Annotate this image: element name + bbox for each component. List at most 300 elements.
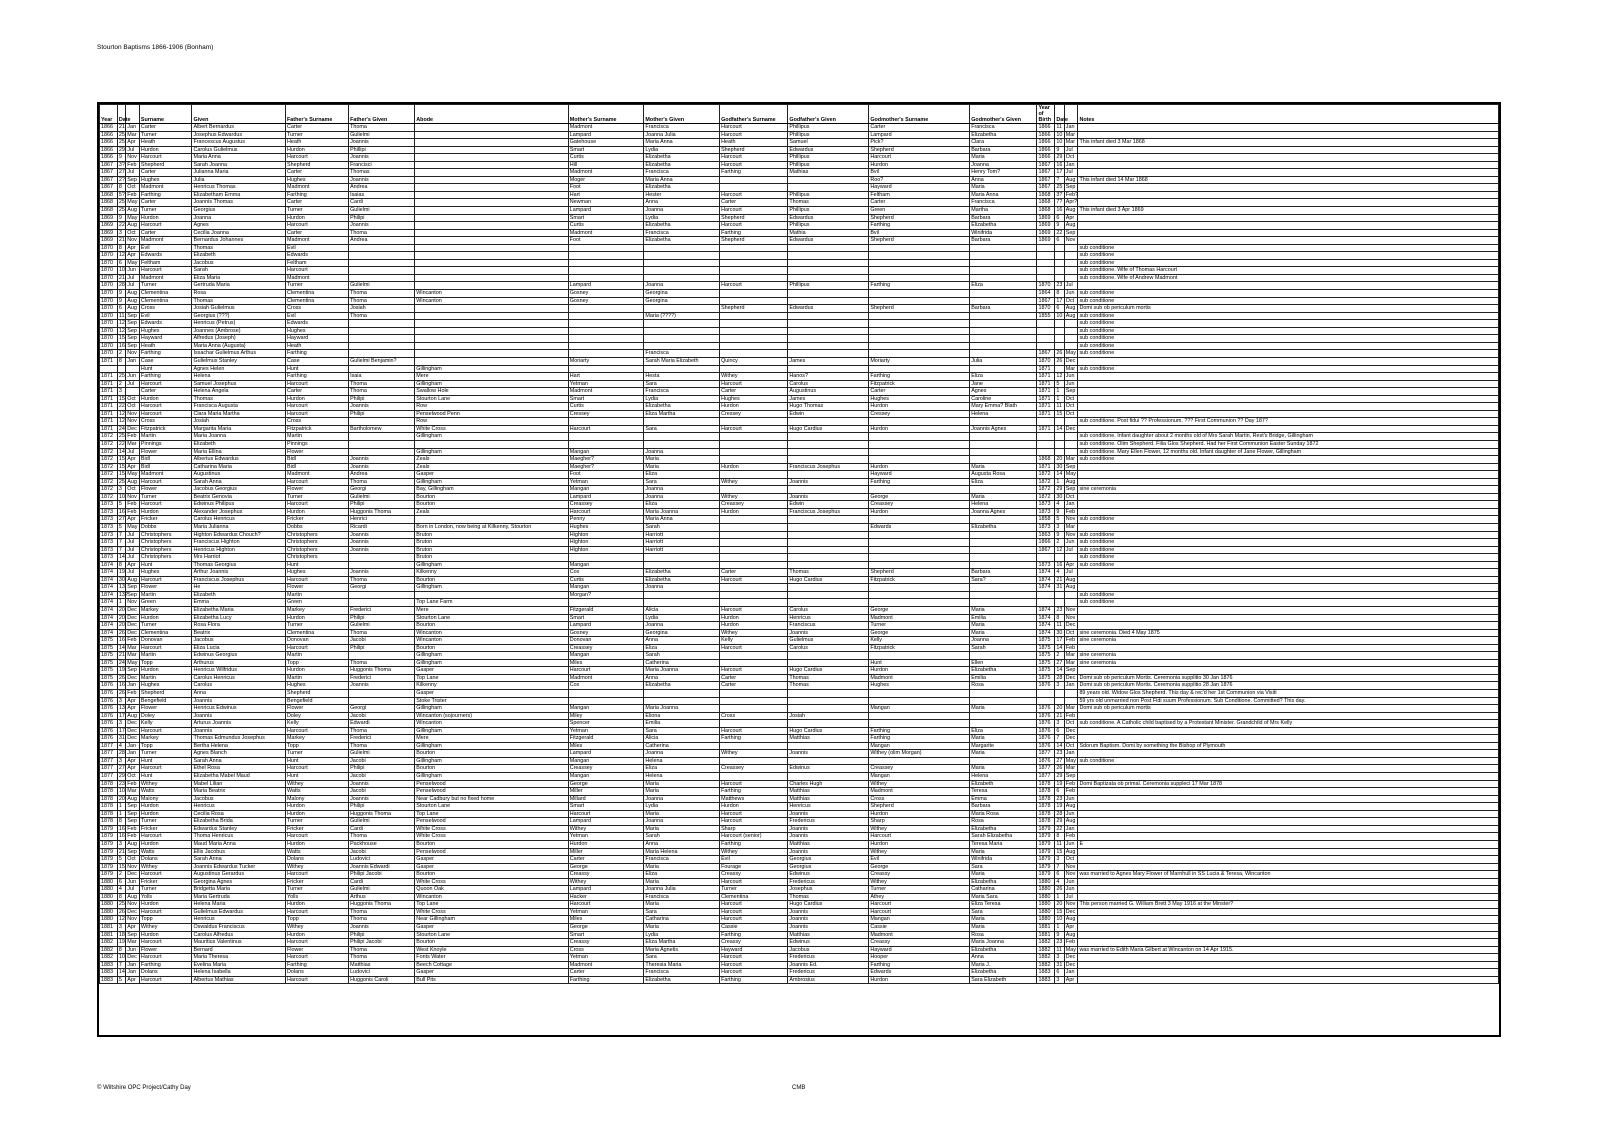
table-cell: 1880 <box>1037 901 1055 909</box>
table-cell <box>869 554 970 562</box>
table-cell <box>869 720 970 728</box>
table-cell: 1873 <box>100 516 118 524</box>
table-cell: Catharina Maria <box>192 463 286 471</box>
table-cell <box>720 433 788 441</box>
table-cell: 1875 <box>100 637 118 645</box>
table-cell: Jacobus <box>192 259 286 267</box>
table-cell: Harcourt <box>720 901 788 909</box>
table-cell: 1878 <box>100 818 118 826</box>
table-cell: 10 <box>1056 916 1063 923</box>
table-cell: Harcourt <box>286 908 349 916</box>
table-cell: 1873 <box>100 523 118 531</box>
table-cell: Harcourt <box>720 207 788 215</box>
table-cell: Thoma <box>349 380 415 388</box>
table-cell: 1874 <box>1037 607 1055 615</box>
table-cell: Apr <box>1064 976 1078 984</box>
table-cell: 1874 <box>100 607 118 615</box>
table-cell <box>970 690 1037 698</box>
table-cell: Bruton <box>415 539 568 547</box>
table-cell: Evil <box>720 856 788 864</box>
table-cell: Harcourt <box>720 644 788 652</box>
table-cell <box>970 267 1037 275</box>
table-cell <box>1078 810 1499 818</box>
table-cell: Maria Gertruda <box>192 893 286 901</box>
table-cell <box>970 757 1037 765</box>
table-cell <box>415 191 568 199</box>
table-cell: 1873 <box>1037 508 1055 516</box>
table-cell: Kelly <box>720 637 788 645</box>
table-cell: Alicia <box>644 607 720 615</box>
table-cell: Harcourt <box>139 576 192 584</box>
table-cell: Francisca <box>970 124 1037 132</box>
table-cell: Harcourt <box>286 403 349 411</box>
table-cell: Isaia <box>349 373 415 381</box>
table-cell: Farthing <box>720 169 788 177</box>
table-cell <box>788 418 869 426</box>
table-cell: Alfredus (Joseph) <box>192 335 286 343</box>
table-cell <box>869 244 970 252</box>
table-cell <box>970 440 1037 448</box>
table-cell: Jun <box>1064 380 1078 388</box>
table-cell: Withey <box>720 629 788 637</box>
table-cell <box>869 274 970 282</box>
table-cell: 1867 <box>1037 161 1055 169</box>
table-cell: 1874 <box>1037 614 1055 622</box>
table-cell: 1869 <box>100 237 118 245</box>
table-cell: Edwards <box>139 320 192 328</box>
table-cell: Heath <box>139 139 192 147</box>
table-cell: Bruton <box>415 554 568 562</box>
table-cell <box>415 199 568 207</box>
table-cell: 28 <box>1056 674 1063 681</box>
table-cell: Thoma <box>349 954 415 962</box>
table-cell <box>788 312 869 320</box>
table-cell: Hurdon <box>139 214 192 222</box>
table-cell <box>788 342 869 350</box>
table-cell <box>415 516 568 524</box>
table-cell: Fricker <box>139 878 192 886</box>
table-cell <box>1078 395 1499 403</box>
table-cell: Creassy <box>720 939 788 947</box>
table-row <box>100 742 1499 750</box>
table-cell: May <box>127 199 138 206</box>
table-cell: Edwinus <box>788 871 869 879</box>
table-cell: Feltham <box>139 259 192 267</box>
table-cell: Thoma <box>349 908 415 916</box>
table-cell: Harcourt <box>720 969 788 977</box>
table-cell: Gasper <box>415 690 568 698</box>
table-cell: Joannis <box>788 916 869 924</box>
table-cell: Madmont <box>286 274 349 282</box>
table-cell: sub conditione <box>1078 539 1499 547</box>
table-cell <box>568 342 644 350</box>
table-cell: 7 <box>117 539 125 547</box>
table-cell: Withey <box>720 493 788 501</box>
table-cell: Phillipus <box>788 191 869 199</box>
table-cell: Bourton <box>415 644 568 652</box>
table-cell: Mar <box>1064 765 1078 773</box>
table-cell: 1878 <box>1037 810 1055 818</box>
table-cell: Aug <box>1064 312 1078 320</box>
table-cell: Nov <box>126 493 140 501</box>
table-cell: Lampard <box>568 493 644 501</box>
table-cell <box>970 335 1037 343</box>
table-cell: Domi sub ob periculum mortis <box>1078 305 1499 313</box>
table-cell: Francisca <box>644 124 720 132</box>
table-cell: Maria Helena <box>644 848 720 856</box>
table-cell: 7 <box>117 546 125 554</box>
table-cell <box>349 690 415 698</box>
table-cell <box>644 554 720 562</box>
table-cell: sub conditione <box>1078 591 1499 599</box>
table-cell: Fricker <box>286 825 349 833</box>
table-cell: 9 <box>1055 508 1064 516</box>
table-cell: sub conditione. A Catholic child baptised by a Protestant Minister. Grandchild of Mrs Kelly <box>1078 720 1499 728</box>
table-cell: Emilia <box>970 614 1037 622</box>
column-header: Mother's Surname <box>568 105 644 124</box>
table-cell: Fricker <box>286 516 349 524</box>
table-cell: 8 <box>117 184 125 192</box>
table-cell: Oct <box>1064 154 1078 162</box>
header-row <box>100 105 1499 124</box>
table-cell: 1879 <box>100 848 118 856</box>
table-cell: 11 <box>1055 124 1064 132</box>
table-cell: Samuel Josephus <box>192 380 286 388</box>
table-cell <box>970 539 1037 547</box>
table-cell <box>788 297 869 305</box>
table-cell: 21 <box>118 274 125 281</box>
table-cell: Bourton <box>415 765 568 773</box>
table-cell: Harcourt <box>139 154 192 162</box>
table-cell <box>1037 259 1055 267</box>
table-cell: Turner <box>286 818 349 826</box>
table-cell: Feb <box>1064 780 1078 788</box>
table-cell: Apr <box>1064 214 1078 222</box>
table-cell: Mar <box>1064 131 1078 139</box>
table-cell: Feb <box>1064 939 1078 947</box>
table-cell: Bidl <box>286 463 349 471</box>
table-cell <box>1078 976 1499 984</box>
table-cell: Elizabetha <box>644 237 720 245</box>
table-cell: Sep <box>126 584 140 592</box>
table-row <box>100 607 1499 615</box>
table-cell: Farthing <box>720 840 788 848</box>
table-cell: Mangan <box>869 916 970 924</box>
table-cell: 1874 <box>100 569 118 577</box>
table-cell: Sara <box>644 380 720 388</box>
table-cell: Bourton <box>415 501 568 509</box>
table-cell: Harcourt <box>568 667 644 675</box>
table-row <box>100 576 1499 584</box>
table-cell: Hurdon <box>139 395 192 403</box>
table-row <box>100 976 1499 984</box>
table-cell <box>415 184 568 192</box>
table-cell: 20 <box>118 614 125 621</box>
table-cell: was married to Edith Maria Gilbert at Wincanton on 14 Apr 1915. <box>1078 946 1499 954</box>
table-cell: Gillingham <box>415 742 568 750</box>
column-header: Date <box>117 105 125 124</box>
table-cell: Sdorum Baptism. Domi by something the Bishop of Plymouth <box>1078 742 1499 750</box>
table-cell: Gulielmi <box>349 622 415 630</box>
table-cell: Harriott <box>644 539 720 547</box>
table-cell: Harcourt <box>720 191 788 199</box>
table-cell: Quoon Oak <box>415 886 568 894</box>
table-cell: Harcourt <box>139 403 192 411</box>
table-cell: 3 <box>117 229 125 237</box>
table-cell: Lydia <box>644 614 720 622</box>
table-cell: Aug <box>126 795 140 803</box>
table-row <box>100 629 1499 637</box>
table-row <box>100 939 1499 947</box>
table-cell: Phillipus <box>788 124 869 132</box>
table-cell: Withey <box>720 848 788 856</box>
table-row <box>100 440 1499 448</box>
table-cell <box>568 305 644 313</box>
table-cell: Elizabetha <box>644 682 720 690</box>
table-cell: Arturus Joannis <box>192 720 286 728</box>
table-cell: Emilia <box>970 674 1037 682</box>
table-cell: 1871 <box>100 425 118 433</box>
table-cell: Feb <box>126 637 140 645</box>
table-cell: Maria <box>970 705 1037 713</box>
table-cell: Edwinus <box>788 939 869 947</box>
table-cell: Sarah Anna <box>192 856 286 864</box>
table-cell <box>1078 154 1499 162</box>
table-cell: Fourage <box>720 863 788 871</box>
table-cell: Matthias <box>788 788 869 796</box>
table-cell: Domi sub ob periculum mortis <box>1078 705 1499 713</box>
table-cell: Emma <box>192 599 286 607</box>
table-cell: Bourton <box>415 840 568 848</box>
table-cell: Lydia <box>644 395 720 403</box>
table-cell: Turner <box>139 207 192 215</box>
table-cell: 25 <box>118 199 125 206</box>
table-cell: Heath <box>139 342 192 350</box>
table-cell: 27 <box>118 516 125 523</box>
table-cell: 6 <box>1055 969 1064 977</box>
table-cell: Augusta Rosa <box>970 471 1037 479</box>
table-cell: sine ceremonia <box>1078 637 1499 645</box>
table-cell <box>349 599 415 607</box>
table-cell: Jun <box>1064 539 1078 547</box>
table-cell: Mangan <box>869 742 970 750</box>
table-cell: 1870 <box>100 320 118 328</box>
table-cell: Joanna <box>644 622 720 630</box>
table-cell: Gulielmi <box>349 818 415 826</box>
table-cell: White Cross <box>415 833 568 841</box>
table-cell: Farthing <box>720 788 788 796</box>
table-cell: 1870 <box>100 274 118 282</box>
table-cell <box>788 531 869 539</box>
table-cell: Doley <box>286 712 349 720</box>
table-cell: Jacobus <box>192 795 286 803</box>
table-cell: Flower <box>286 486 349 494</box>
table-cell: Mary Emma? Blath <box>970 403 1037 411</box>
table-cell <box>970 561 1037 569</box>
table-cell: Charles Hugh <box>788 780 869 788</box>
table-cell <box>644 690 720 698</box>
table-cell: Hurdon <box>869 161 970 169</box>
table-cell: Topp <box>139 916 192 924</box>
table-cell: Kilkenny <box>415 682 568 690</box>
table-cell: Eliza Teresa <box>970 901 1037 909</box>
table-cell: Hurdon <box>720 614 788 622</box>
table-cell <box>1037 244 1055 252</box>
table-cell <box>568 327 644 335</box>
table-cell: Oct <box>126 229 140 237</box>
table-cell: 1870 <box>100 282 118 290</box>
table-cell: 1876 <box>100 705 118 713</box>
table-cell: Aug <box>1064 931 1078 939</box>
table-cell: Nov <box>126 599 140 607</box>
table-cell: Maria Theresa <box>192 954 286 962</box>
table-cell: Joanna <box>644 750 720 758</box>
table-cell: 7 <box>117 531 125 539</box>
table-cell: Penselwood <box>415 788 568 796</box>
table-cell: 1876 <box>100 735 118 743</box>
table-cell: Henricus Edwinus <box>192 705 286 713</box>
table-cell: 1883 <box>100 961 118 969</box>
table-cell: Clara Maria Martha <box>192 410 286 418</box>
table-cell: Jul <box>1064 893 1078 901</box>
column-header: Notes <box>1078 105 1499 124</box>
table-cell: Elizabetha <box>644 403 720 411</box>
table-cell: 25 <box>118 139 125 146</box>
table-cell: Joanna <box>644 493 720 501</box>
table-row <box>100 320 1499 328</box>
table-cell <box>1037 274 1055 282</box>
table-cell: Gulielmi <box>349 750 415 758</box>
table-cell: Apr? <box>1065 199 1078 206</box>
table-cell: Evelina Maria <box>192 961 286 969</box>
table-cell: Georgi <box>349 705 415 713</box>
table-row <box>100 969 1499 977</box>
table-cell <box>349 591 415 599</box>
table-cell <box>349 342 415 350</box>
table-cell: 20 <box>1056 705 1063 712</box>
table-cell: 25 <box>118 478 125 485</box>
table-cell: Thoma <box>349 297 415 305</box>
table-cell: Feb <box>126 825 140 833</box>
table-cell: 3 <box>1055 720 1064 728</box>
table-row <box>100 350 1499 358</box>
table-cell: 12 <box>118 320 125 327</box>
table-cell: 1876 <box>1037 757 1055 765</box>
table-cell: Joannis <box>349 531 415 539</box>
table-row <box>100 690 1499 698</box>
table-cell: Maria <box>970 493 1037 501</box>
table-cell: Gillingham <box>415 727 568 735</box>
table-cell: 1880 <box>100 901 118 909</box>
table-cell: Maria Joanna <box>644 667 720 675</box>
table-cell <box>100 365 118 373</box>
table-cell: Georgius <box>192 207 286 215</box>
table-row <box>100 395 1499 403</box>
table-cell <box>720 554 788 562</box>
table-cell: Sep <box>1064 388 1078 396</box>
table-cell: Shepherd <box>286 690 349 698</box>
table-cell: Thomas <box>192 395 286 403</box>
table-cell: 27 <box>118 169 125 176</box>
table-cell: May <box>127 523 138 530</box>
table-cell: Barbara <box>970 214 1037 222</box>
table-cell: 1866 <box>100 131 118 139</box>
table-cell: sub conditione <box>1078 365 1499 373</box>
table-cell: 1878 <box>1037 803 1055 811</box>
table-cell: Franciscus Highton <box>192 539 286 547</box>
table-cell: 20 <box>118 795 125 802</box>
table-cell: 26 <box>118 629 125 636</box>
table-cell: Aug <box>126 290 140 298</box>
table-cell <box>1078 214 1499 222</box>
table-cell <box>1064 440 1078 448</box>
table-cell: Donovan <box>139 637 192 645</box>
table-cell: Kelly <box>139 720 192 728</box>
table-cell: 1879 <box>100 825 118 833</box>
table-cell <box>568 267 644 275</box>
table-cell: May <box>127 659 138 666</box>
table-cell: Harcourt <box>139 380 192 388</box>
table-cell: 2 <box>117 871 125 879</box>
table-cell <box>869 259 970 267</box>
table-cell: 1872 <box>100 463 118 471</box>
table-cell: Sara <box>644 478 720 486</box>
table-cell: Cross <box>139 418 192 426</box>
table-cell: Francisca <box>644 169 720 177</box>
table-cell <box>349 267 415 275</box>
table-cell: 2 <box>117 380 125 388</box>
table-cell: Bull Pits <box>415 976 568 984</box>
table-cell <box>1078 622 1499 630</box>
table-cell: 6 <box>1055 305 1064 313</box>
table-cell: 5 <box>1055 516 1064 524</box>
table-cell: Farthing <box>720 931 788 939</box>
table-cell: 1 <box>117 803 125 811</box>
table-cell: Dolans <box>139 969 192 977</box>
table-cell: 1876 <box>1037 705 1055 713</box>
table-cell: 1871 <box>1037 403 1055 411</box>
table-cell: Philipi Jacobi <box>349 939 415 947</box>
table-cell: sub conditione <box>1078 312 1499 320</box>
table-cell: Joannes (Ambrose) <box>192 327 286 335</box>
table-row <box>100 418 1499 426</box>
table-cell: 1877 <box>100 750 118 758</box>
table-cell: Carter <box>286 388 349 396</box>
table-cell: Maria Joanna <box>644 705 720 713</box>
table-cell: Markey <box>139 607 192 615</box>
table-cell <box>788 440 869 448</box>
table-cell: Harcourt <box>720 954 788 962</box>
table-cell: Mere <box>415 607 568 615</box>
table-cell: Ellis Jacobus <box>192 848 286 856</box>
table-cell: Miller <box>568 788 644 796</box>
table-cell: Jan <box>126 682 140 690</box>
table-cell: Topp <box>139 742 192 750</box>
table-cell: Madmont <box>568 124 644 132</box>
table-cell: Hughes <box>568 523 644 531</box>
table-cell: May <box>127 214 138 221</box>
table-cell: 1863 <box>1037 531 1055 539</box>
table-cell <box>1078 124 1499 132</box>
table-cell: Gasper <box>415 856 568 864</box>
table-cell: Hughes <box>139 327 192 335</box>
table-row <box>100 244 1499 252</box>
table-cell: Anna <box>644 199 720 207</box>
table-cell: Jan <box>1064 501 1078 509</box>
table-cell: Franciscus Josephus <box>192 576 286 584</box>
table-cell: Oct <box>1064 493 1078 501</box>
table-cell <box>869 584 970 592</box>
